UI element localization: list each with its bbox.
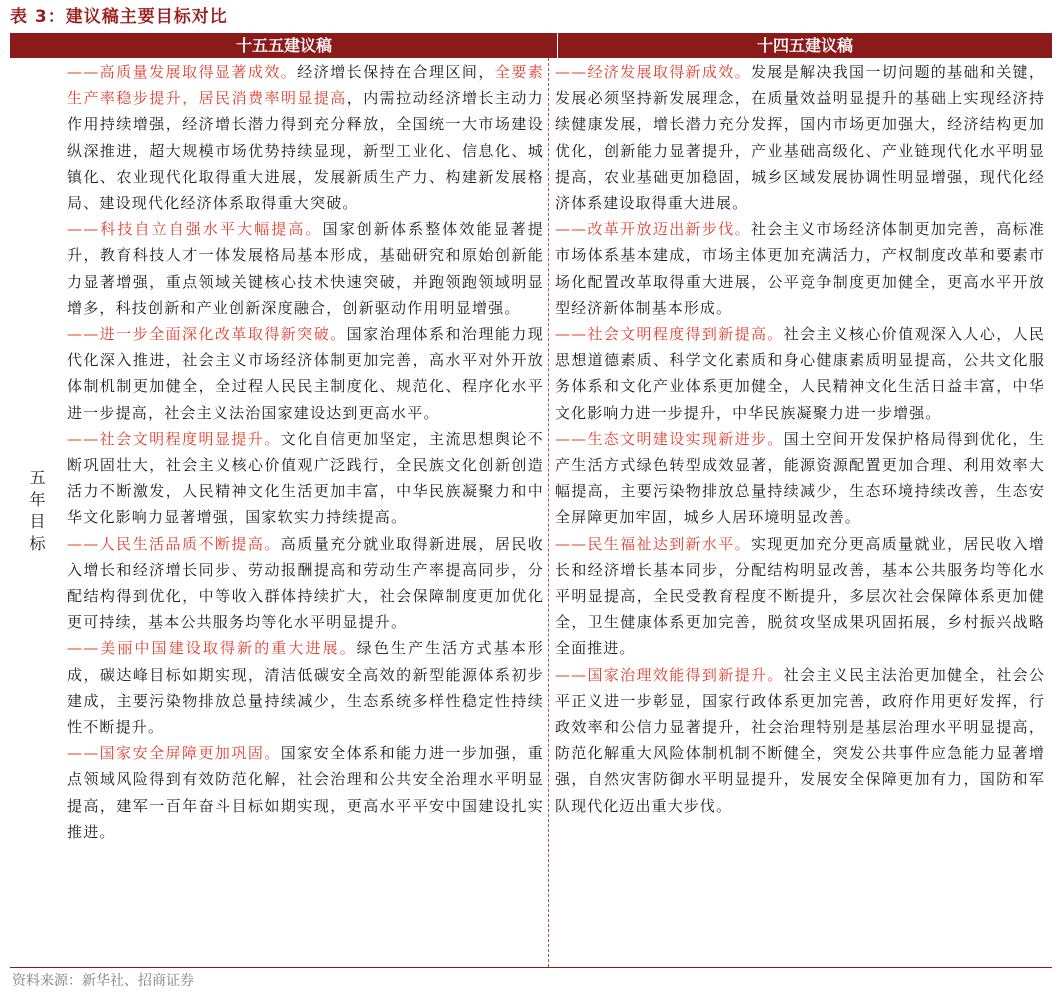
row-label: 五年目标: [27, 468, 46, 557]
column-14th-plan: [555, 59, 1045, 819]
table-header: [10, 33, 1052, 58]
source-note: 资料来源：新华社、招商证券: [12, 973, 194, 989]
column-15th-plan: [67, 59, 544, 845]
goal-text: 实现更加充分更高质量就业，居民收入增长和经济增长基本同步，分配结构明显改善，基本公共服务均等化水平明显提高，全民受教育程度不断提升，多层次社会保障体系更加健全，卫生健康体系更加完善，脱贫攻坚成果巩固拓展，乡村振兴战略全面推进。: [555, 534, 1045, 658]
goal-item: [555, 216, 1045, 321]
goal-text: ，内需拉动经济增长主动力作用持续增强，经济增长潜力得到充分释放，全国统一大市场建设纵深推进，超大规模市场优势持续显现，新型工业化、信息化、城镇化、农业现代化取得重大进展，发展新质生产力、构建新发展格局、建设现代化经济体系取得重大突破。: [67, 89, 544, 213]
goal-heading: ——进一步全面深化改革取得新突破。: [67, 325, 347, 344]
goal-item: [555, 531, 1045, 662]
goal-item: [555, 59, 1045, 216]
goal-heading: ——生态文明建设实现新进步。: [555, 429, 784, 448]
goal-item: [555, 662, 1045, 819]
goal-item: [67, 740, 544, 845]
goal-text: 社会主义民主法治更加健全，社会公平正义进一步彰显，国家行政体系更加完善，政府作用更好发挥，行政效率和公信力显著提升，社会治理特别是基层治理水平明显提高，防范化解重大风险体制机制不断健全，突发公共事件应急能力显著增强，自然灾害防御水平明显提升，发展安全保障更加有力，国防和军队现代化迈出重大步伐。: [555, 665, 1045, 815]
goal-text: 国家安全体系和能力进一步加强，重点领域风险得到有效防范化解，社会治理和公共安全治理水平明显提高，建军一百年奋斗目标如期实现，更高水平平安中国建设扎实推进。: [67, 744, 544, 841]
goal-heading: ——人民生活品质不断提高。: [67, 534, 281, 553]
goal-item: [67, 59, 544, 216]
goal-heading: ——改革开放迈出新步伐。: [555, 220, 751, 239]
goal-item: [67, 321, 544, 426]
goal-item: [67, 216, 544, 321]
goal-heading: ——科技自立自强水平大幅提高。: [67, 220, 323, 239]
goal-heading: ——国家治理效能得到新提升。: [555, 665, 784, 684]
goal-text: 社会主义市场经济体制更加完善，高标准市场体系基本建成，市场主体更加充满活力，产权制度改革和要素市场化配置改革取得重大进展，公平竞争制度更加健全，更高水平开放型经济新体制基本形成。: [555, 220, 1045, 317]
goal-heading: ——美丽中国建设取得新的重大进展。: [67, 639, 357, 658]
goal-heading: ——国家安全屏障更加巩固。: [67, 744, 281, 763]
goal-text: 国土空间开发保护格局得到优化，生产生活方式绿色转型成效显著，能源资源配置更加合理、利用效率大幅提高，主要污染物排放总量持续减少，生态环境持续改善，生态安全屏障更加牢固，城乡人居环境明显改善。: [555, 429, 1045, 527]
table-title: 表 3：建议稿主要目标对比: [10, 7, 228, 27]
goal-text: 高质量充分就业取得新进展，居民收入增长和经济增长同步、劳动报酬提高和劳动生产率提高同步，分配结构得到优化，中等收入群体持续扩大，社会保障制度更加优化更可持续，基本公共服务均等化水平明显提升。: [67, 534, 544, 632]
goal-item: [555, 321, 1045, 426]
table-body: [10, 58, 1052, 967]
goal-heading: ——民生福祉达到新水平。: [555, 534, 751, 553]
comparison-table: [10, 33, 1052, 967]
goal-text: 国家治理体系和治理能力现代化深入推进，社会主义市场经济体制更加完善，高水平对外开放体制机制更加健全，全过程人民民主制度化、规范化、程序化水平进一步提高，社会主义法治国家建设达到更高水平。: [67, 325, 545, 422]
goal-text: 社会主义核心价值观深入人心，人民思想道德素质、科学文化素质和身心健康素质明显提高，公共文化服务体系和文化产业体系更加健全，人民精神文化生活日益丰富，中华文化影响力进一步提升，中华民族凝聚力进一步增强。: [555, 325, 1045, 422]
goal-item: [555, 426, 1045, 531]
goal-highlight: 全要素生产率稳步提升，居民消费率明显提高: [67, 63, 544, 108]
goal-text: 绿色生产生活方式基本形成，碳达峰目标如期实现，清洁低碳安全高效的新型能源体系初步建成，主要污染物排放总量持续减少，生态系统多样性稳定性持续性不断提升。: [67, 639, 544, 737]
goal-heading: ——经济发展取得新成效。: [555, 63, 751, 81]
table-bottom-border: [10, 967, 1052, 968]
goal-heading: ——社会文明程度得到新提高。: [555, 325, 784, 344]
column-header-14th-plan: 十四五建议稿: [756, 36, 853, 55]
goal-text: 发展是解决我国一切问题的基础和关键，发展必须坚持新发展理念，在质量效益明显提升的基础上实现经济持续健康发展，增长潜力充分发挥，国内市场更加强大，经济结构更加优化，创新能力显著提升，产业基础高级化、产业链现代化水平明显提高，农业基础更加稳固，城乡区域发展协调性明显增强，现代化经济体系建设取得重大进展。: [555, 63, 1045, 213]
goal-text: 文化自信更加坚定，主流思想舆论不断巩固壮大，社会主义核心价值观广泛践行，全民族文化创新创造活力不断激发，人民精神文化生活更加丰富，中华民族凝聚力和中华文化影响力显著增强，国家软实力持续提高。: [67, 429, 544, 527]
column-divider: [548, 58, 550, 967]
row-label-cell: [10, 58, 62, 967]
goal-item: [67, 426, 544, 531]
goal-item: [67, 531, 544, 636]
column-header-15th-plan: 十五五建议稿: [235, 36, 332, 55]
goal-text: 国家创新体系整体效能显著提升，教育科技人才一体发展格局基本形成，基础研究和原始创新能力显著增强，重点领域关键核心技术快速突破，并跑领跑领域明显增多，科技创新和产业创新深度融合，创新驱动作用明显增强。: [67, 220, 544, 317]
goal-text: 经济增长保持在合理区间，: [297, 63, 495, 81]
goal-item: [67, 635, 544, 740]
goal-heading: ——社会文明程度明显提升。: [67, 429, 281, 448]
goal-heading: ——高质量发展取得显著成效。: [67, 63, 298, 81]
